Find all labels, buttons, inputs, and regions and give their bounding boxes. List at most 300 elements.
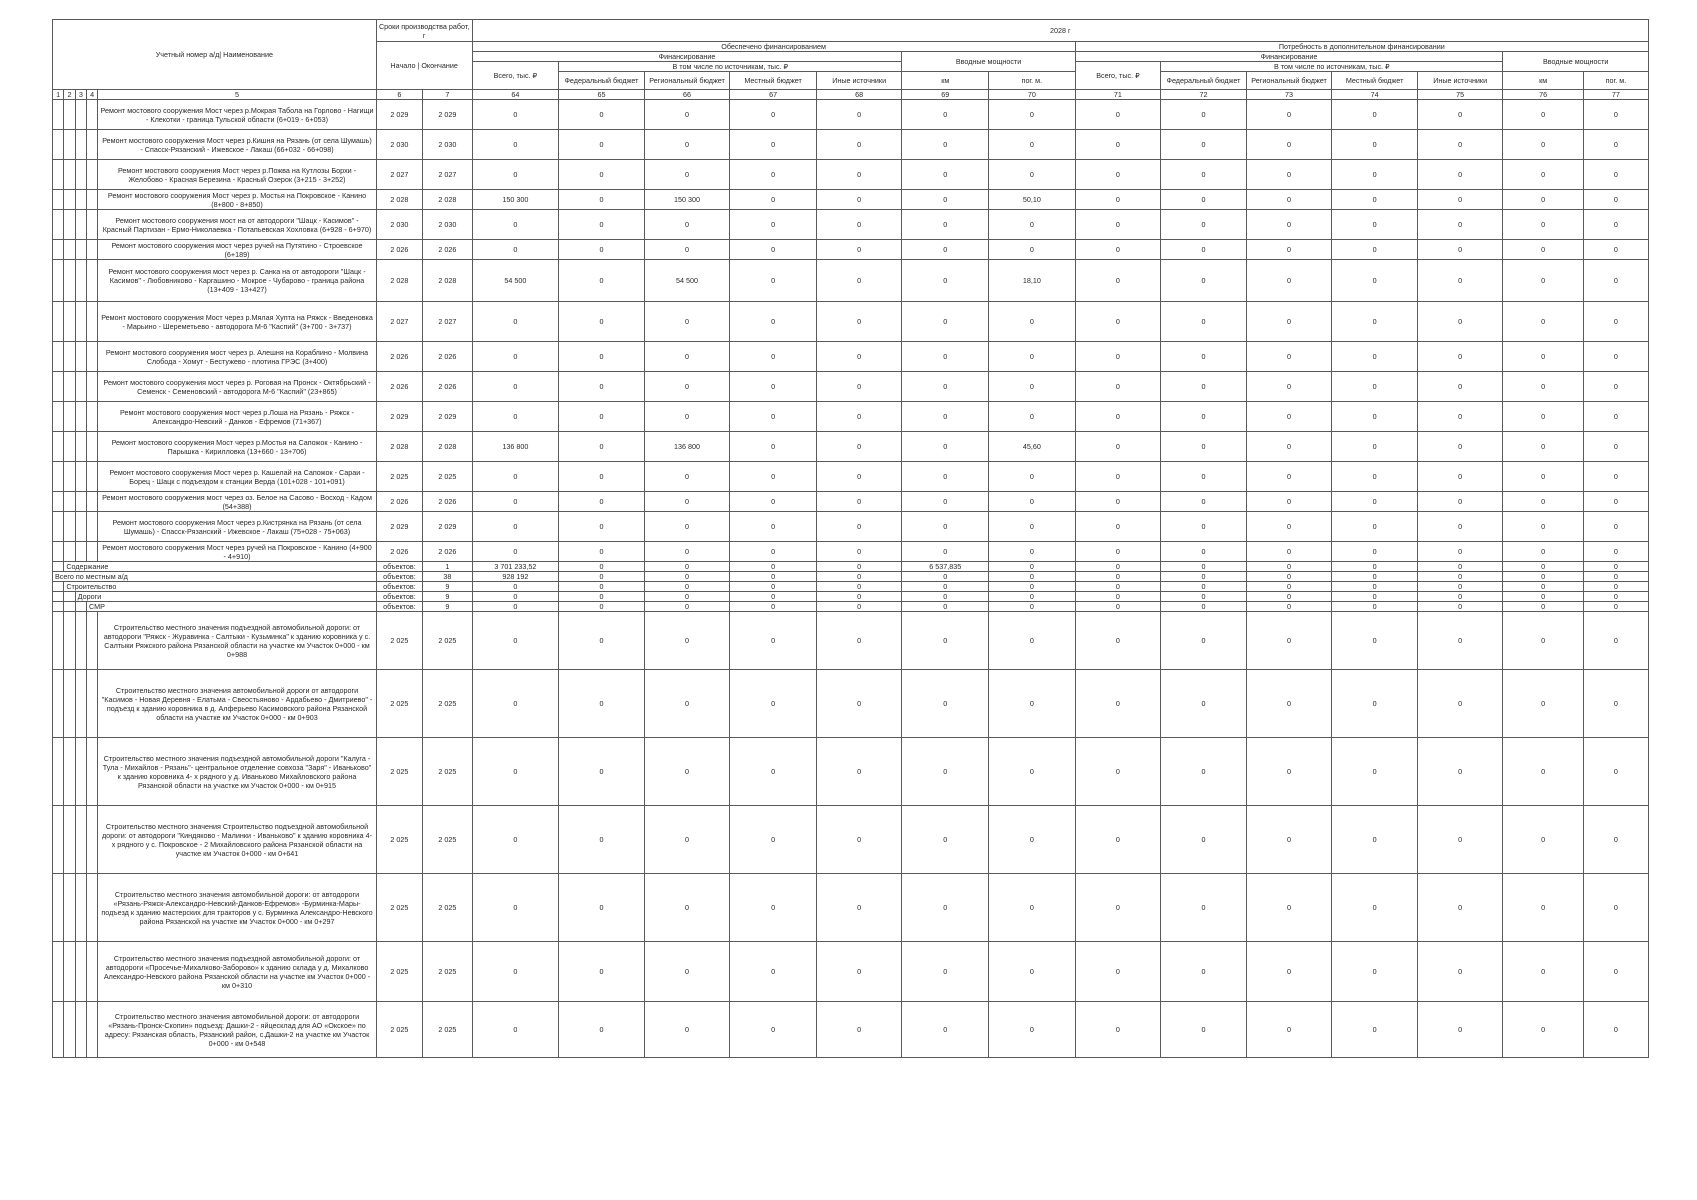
value-cell: 0	[644, 512, 730, 542]
value-cell: 0	[816, 602, 902, 612]
value-cell: 0	[1161, 942, 1247, 1002]
value-cell: 0	[1417, 582, 1503, 592]
value-cell: 0	[644, 342, 730, 372]
value-cell: 0	[1075, 582, 1161, 592]
construction-row	[53, 670, 1649, 738]
need-financing-header: Финансирование	[1075, 52, 1503, 62]
value-cell: 0	[1246, 602, 1332, 612]
value-cell: 0	[1161, 432, 1247, 462]
level-cell	[53, 240, 64, 260]
value-cell: 0	[1332, 512, 1418, 542]
value-cell: 0	[730, 402, 817, 432]
level-cell	[64, 302, 75, 342]
value-cell: 0	[1583, 462, 1648, 492]
level-cell	[53, 738, 64, 806]
terms-header: Сроки производства работ, г	[376, 20, 472, 42]
value-cell: 0	[816, 582, 902, 592]
start-year: 2 028	[376, 260, 422, 302]
level-cell	[86, 542, 97, 562]
object-name: Ремонт мостового сооружения Мост через р.Мялая Хупта на Ряжск - Введеновка - Марьино - Шереметьево - автодорога М-6 "Каспий" (3+700 - 3+737)	[98, 302, 376, 342]
start-year: 2 026	[376, 342, 422, 372]
value-cell: 0	[902, 432, 989, 462]
value-cell: 0	[1075, 402, 1161, 432]
end-year: 2 030	[423, 210, 472, 240]
value-cell: 150 300	[472, 190, 559, 210]
value-cell: 0	[559, 130, 645, 160]
end-year: 2 026	[423, 492, 472, 512]
value-cell: 0	[559, 562, 645, 572]
value-cell: 0	[1075, 302, 1161, 342]
value-cell: 0	[1246, 806, 1332, 874]
value-cell: 0	[989, 160, 1076, 190]
end-year: 2 025	[423, 806, 472, 874]
level-cell	[53, 462, 64, 492]
value-cell: 0	[1161, 260, 1247, 302]
end-year: 2 026	[423, 342, 472, 372]
level-cell	[53, 592, 64, 602]
value-cell: 0	[1417, 160, 1503, 190]
value-cell: 0	[1075, 806, 1161, 874]
value-cell: 0	[559, 432, 645, 462]
objects-count: 9	[423, 582, 472, 592]
value-cell: 0	[730, 100, 817, 130]
value-cell: 0	[989, 942, 1076, 1002]
summary-label: Содержание	[64, 562, 376, 572]
value-cell: 0	[730, 492, 817, 512]
secured-federal-header: Федеральный бюджет	[559, 72, 645, 90]
end-year: 2 028	[423, 432, 472, 462]
value-cell: 0	[1503, 806, 1583, 874]
value-cell: 0	[730, 190, 817, 210]
value-cell: 0	[644, 572, 730, 582]
value-cell: 150 300	[644, 190, 730, 210]
level-cell	[64, 738, 75, 806]
value-cell: 0	[1332, 942, 1418, 1002]
value-cell: 0	[1075, 572, 1161, 582]
value-cell: 0	[559, 210, 645, 240]
level-cell	[86, 402, 97, 432]
value-cell: 0	[902, 210, 989, 240]
value-cell: 0	[902, 612, 989, 670]
value-cell: 0	[1503, 402, 1583, 432]
start-year: 2 029	[376, 512, 422, 542]
value-cell: 0	[730, 562, 817, 572]
value-cell: 0	[1161, 342, 1247, 372]
start-year: 2 025	[376, 1002, 422, 1058]
object-name: Ремонт мостового сооружения Мост через р.Мостья на Сапожок - Канино - Парышка - Кирилловка (13+660 - 13+706)	[98, 432, 376, 462]
value-cell: 0	[1246, 738, 1332, 806]
object-name: Строительство местного значения автомобильной дороги: от автодороги «Рязань-Ряжск-Александро-Невский-Данков-Ефремов» -Бурминка-Мары-подъезд к зданию мастерских для тракторов у с. Бурминка Александро-Невского района Рязанской на участке км Участок 0+000 - км 0+297	[98, 874, 376, 942]
value-cell: 0	[902, 240, 989, 260]
value-cell: 0	[472, 302, 559, 342]
value-cell: 0	[1332, 432, 1418, 462]
repair-row	[53, 160, 1649, 190]
value-cell: 0	[1503, 492, 1583, 512]
value-cell: 0	[1161, 562, 1247, 572]
secured-local-header: Местный бюджет	[730, 72, 817, 90]
level-cell	[86, 942, 97, 1002]
value-cell: 0	[472, 130, 559, 160]
value-cell: 0	[989, 806, 1076, 874]
column-number: 69	[902, 90, 989, 100]
level-cell	[53, 1002, 64, 1058]
level-cell	[64, 260, 75, 302]
value-cell: 0	[989, 240, 1076, 260]
value-cell: 0	[1161, 612, 1247, 670]
value-cell: 0	[472, 372, 559, 402]
value-cell: 0	[902, 402, 989, 432]
level-cell	[64, 240, 75, 260]
value-cell: 0	[902, 492, 989, 512]
level-cell	[75, 612, 86, 670]
financing-table	[52, 19, 1649, 1058]
value-cell: 0	[730, 572, 817, 582]
start-end-header: Начало | Окончание	[376, 42, 472, 90]
value-cell: 0	[989, 210, 1076, 240]
value-cell: 0	[730, 462, 817, 492]
value-cell: 0	[1332, 402, 1418, 432]
value-cell: 0	[472, 160, 559, 190]
value-cell: 0	[989, 492, 1076, 512]
value-cell: 0	[1246, 240, 1332, 260]
value-cell: 0	[559, 542, 645, 562]
value-cell: 0	[1417, 592, 1503, 602]
value-cell: 0	[1161, 572, 1247, 582]
value-cell: 0	[1332, 210, 1418, 240]
value-cell: 0	[989, 542, 1076, 562]
value-cell: 0	[1332, 160, 1418, 190]
object-name: Строительство местного значения подъездной автомобильной дороги "Калуга - Тула - Михайлов - Рязань"- центральное отделение совхоза "Заря" - Иваньково" к зданию коровника 4- х рядного у д. Иваньково Михайловского района Рязанской области на участке км Участок 0+000 - км 0+915	[98, 738, 376, 806]
value-cell: 0	[730, 542, 817, 562]
value-cell: 0	[816, 342, 902, 372]
value-cell: 0	[730, 942, 817, 1002]
summary-row	[53, 602, 1649, 612]
value-cell: 0	[644, 1002, 730, 1058]
repair-row	[53, 342, 1649, 372]
value-cell: 0	[816, 562, 902, 572]
value-cell: 0	[902, 738, 989, 806]
value-cell: 0	[1417, 210, 1503, 240]
level-cell	[75, 372, 86, 402]
start-year: 2 028	[376, 190, 422, 210]
value-cell: 0	[1583, 432, 1648, 462]
value-cell: 0	[644, 100, 730, 130]
table-body	[53, 100, 1649, 1058]
value-cell: 0	[989, 372, 1076, 402]
value-cell: 0	[816, 100, 902, 130]
value-cell: 0	[644, 562, 730, 572]
value-cell: 0	[644, 806, 730, 874]
repair-row	[53, 190, 1649, 210]
value-cell: 0	[730, 874, 817, 942]
value-cell: 0	[1075, 562, 1161, 572]
objects-count: 38	[423, 572, 472, 582]
construction-row	[53, 942, 1649, 1002]
repair-row	[53, 462, 1649, 492]
value-cell: 0	[1075, 592, 1161, 602]
summary-row	[53, 572, 1649, 582]
value-cell: 0	[989, 342, 1076, 372]
repair-row	[53, 512, 1649, 542]
value-cell: 0	[1246, 592, 1332, 602]
value-cell: 0	[730, 1002, 817, 1058]
column-number: 77	[1583, 90, 1648, 100]
level-cell	[75, 210, 86, 240]
value-cell: 0	[1161, 160, 1247, 190]
value-cell: 0	[559, 942, 645, 1002]
value-cell: 0	[1246, 942, 1332, 1002]
level-cell	[53, 342, 64, 372]
level-cell	[75, 130, 86, 160]
secured-header: Обеспечено финансированием	[472, 42, 1075, 52]
value-cell: 0	[1503, 130, 1583, 160]
value-cell: 0	[644, 210, 730, 240]
value-cell: 0	[1246, 512, 1332, 542]
value-cell: 0	[472, 492, 559, 512]
value-cell: 0	[730, 130, 817, 160]
level-cell	[86, 492, 97, 512]
value-cell: 0	[1503, 160, 1583, 190]
value-cell: 0	[1417, 100, 1503, 130]
column-number: 1	[53, 90, 64, 100]
level-cell	[64, 402, 75, 432]
value-cell: 0	[989, 874, 1076, 942]
value-cell: 0	[902, 1002, 989, 1058]
value-cell: 0	[1246, 210, 1332, 240]
value-cell: 0	[730, 512, 817, 542]
value-cell: 45,60	[989, 432, 1076, 462]
start-year: 2 027	[376, 160, 422, 190]
level-cell	[64, 372, 75, 402]
value-cell: 3 701 233,52	[472, 562, 559, 572]
end-year: 2 028	[423, 190, 472, 210]
value-cell: 0	[1246, 1002, 1332, 1058]
level-cell	[75, 492, 86, 512]
level-cell	[53, 372, 64, 402]
value-cell: 0	[559, 372, 645, 402]
level-cell	[75, 302, 86, 342]
value-cell: 0	[1246, 670, 1332, 738]
level-cell	[53, 100, 64, 130]
value-cell: 0	[1583, 402, 1648, 432]
value-cell: 0	[644, 302, 730, 342]
value-cell: 0	[1332, 1002, 1418, 1058]
repair-row	[53, 432, 1649, 462]
level-cell	[75, 738, 86, 806]
value-cell: 0	[989, 130, 1076, 160]
start-year: 2 030	[376, 210, 422, 240]
objects-label: объектов:	[376, 602, 422, 612]
value-cell: 0	[1332, 542, 1418, 562]
value-cell: 0	[1246, 462, 1332, 492]
column-number: 5	[98, 90, 376, 100]
value-cell: 0	[472, 670, 559, 738]
level-cell	[75, 942, 86, 1002]
end-year: 2 026	[423, 372, 472, 402]
value-cell: 0	[1583, 130, 1648, 160]
value-cell: 0	[902, 302, 989, 342]
value-cell: 0	[1332, 240, 1418, 260]
value-cell: 0	[472, 874, 559, 942]
value-cell: 0	[1161, 806, 1247, 874]
value-cell: 0	[902, 512, 989, 542]
value-cell: 0	[472, 602, 559, 612]
value-cell: 0	[989, 302, 1076, 342]
value-cell: 0	[1583, 372, 1648, 402]
level-cell	[64, 874, 75, 942]
value-cell: 0	[559, 602, 645, 612]
secured-financing-header: Финансирование	[472, 52, 902, 62]
level-cell	[75, 432, 86, 462]
column-number: 76	[1503, 90, 1583, 100]
value-cell: 0	[1417, 1002, 1503, 1058]
value-cell: 0	[816, 738, 902, 806]
value-cell: 0	[1161, 492, 1247, 512]
value-cell: 0	[1332, 602, 1418, 612]
value-cell: 0	[472, 402, 559, 432]
repair-row	[53, 210, 1649, 240]
value-cell: 0	[1417, 542, 1503, 562]
value-cell: 0	[989, 592, 1076, 602]
end-year: 2 029	[423, 100, 472, 130]
value-cell: 0	[1503, 240, 1583, 260]
level-cell	[75, 190, 86, 210]
level-cell	[53, 582, 64, 592]
object-name: Ремонт мостового сооружения Мост через р. Мостья на Покровское - Канино (8+800 - 8+850)	[98, 190, 376, 210]
value-cell: 0	[472, 100, 559, 130]
value-cell: 0	[644, 670, 730, 738]
value-cell: 0	[816, 302, 902, 342]
value-cell: 0	[1075, 130, 1161, 160]
level-cell	[64, 512, 75, 542]
value-cell: 0	[1583, 572, 1648, 582]
value-cell: 0	[1332, 806, 1418, 874]
end-year: 2 029	[423, 512, 472, 542]
object-name: Строительство местного значения Строительство подъездной автомобильной дороги: от автодороги "Киндяково - Малинки - Иваньково" к зданию коровника 4- х рядного у с. Покровское - 2 Михайловского района Рязанской области на участке км Участок 0+000 - км 0+641	[98, 806, 376, 874]
value-cell: 0	[1161, 402, 1247, 432]
value-cell: 0	[1583, 670, 1648, 738]
value-cell: 0	[1417, 602, 1503, 612]
value-cell: 0	[1246, 874, 1332, 942]
value-cell: 0	[1075, 512, 1161, 542]
level-cell	[75, 260, 86, 302]
value-cell: 0	[1417, 402, 1503, 432]
start-year: 2 025	[376, 462, 422, 492]
value-cell: 0	[902, 602, 989, 612]
level-cell	[64, 130, 75, 160]
object-name: Ремонт мостового сооружения Мост через р. Кашелай на Сапожок - Сараи - Борец - Шацк с подъездом к станции Верда (101+028 - 101+091)	[98, 462, 376, 492]
object-name: Ремонт мостового сооружения Мост через р.Кистрянка на Рязань (от села Шумашь) - Спасск-Рязанский - Ижевское - Лакаш (75+028 - 75+063)	[98, 512, 376, 542]
value-cell: 0	[1583, 612, 1648, 670]
level-cell	[53, 806, 64, 874]
value-cell: 18,10	[989, 260, 1076, 302]
value-cell: 0	[730, 612, 817, 670]
column-number: 68	[816, 90, 902, 100]
table-header	[53, 20, 1649, 100]
value-cell: 0	[1583, 160, 1648, 190]
value-cell: 0	[816, 542, 902, 562]
value-cell: 0	[1332, 260, 1418, 302]
value-cell: 0	[1332, 190, 1418, 210]
start-year: 2 026	[376, 492, 422, 512]
value-cell: 0	[1075, 210, 1161, 240]
level-cell	[64, 592, 75, 602]
end-year: 2 028	[423, 260, 472, 302]
value-cell: 0	[1246, 372, 1332, 402]
end-year: 2 026	[423, 240, 472, 260]
value-cell: 0	[1583, 342, 1648, 372]
value-cell: 0	[902, 260, 989, 302]
column-number: 72	[1161, 90, 1247, 100]
value-cell: 0	[472, 462, 559, 492]
value-cell: 0	[1417, 492, 1503, 512]
level-cell	[53, 562, 64, 572]
value-cell: 0	[1503, 372, 1583, 402]
start-year: 2 025	[376, 670, 422, 738]
value-cell: 0	[559, 492, 645, 512]
value-cell: 0	[559, 572, 645, 582]
object-name: Ремонт мостового сооружения мост через р. Роговая на Пронск - Октябрьский - Семенск - Семеновский - автодорога М-6 "Каспий" (23+865)	[98, 372, 376, 402]
value-cell: 0	[559, 190, 645, 210]
column-number: 64	[472, 90, 559, 100]
value-cell: 0	[1161, 582, 1247, 592]
level-cell	[53, 432, 64, 462]
value-cell: 0	[1161, 670, 1247, 738]
value-cell: 0	[1503, 302, 1583, 342]
level-cell	[53, 602, 64, 612]
value-cell: 0	[1417, 562, 1503, 572]
value-cell: 0	[1246, 100, 1332, 130]
end-year: 2 025	[423, 462, 472, 492]
value-cell: 0	[472, 582, 559, 592]
level-cell	[64, 542, 75, 562]
end-year: 2 025	[423, 738, 472, 806]
value-cell: 0	[1583, 592, 1648, 602]
secured-pog-header: пог. м.	[989, 72, 1076, 90]
value-cell: 0	[730, 260, 817, 302]
value-cell: 0	[1161, 130, 1247, 160]
value-cell: 0	[1246, 582, 1332, 592]
value-cell: 0	[902, 582, 989, 592]
value-cell: 54 500	[472, 260, 559, 302]
value-cell: 0	[816, 210, 902, 240]
value-cell: 0	[816, 942, 902, 1002]
value-cell: 0	[1417, 670, 1503, 738]
level-cell	[64, 612, 75, 670]
level-cell	[86, 806, 97, 874]
value-cell: 0	[472, 342, 559, 372]
value-cell: 0	[644, 402, 730, 432]
level-cell	[75, 602, 86, 612]
value-cell: 0	[730, 302, 817, 342]
object-name: Строительство местного значения подъездной автомобильной дороги: от автодороги "Ряжск - Журавинка - Салтыки - Кузьминка" к зданию коровника у с. Салтыки Ряжского района Рязанской области на участке км Участок 0+000 - км 0+988	[98, 612, 376, 670]
value-cell: 0	[1161, 738, 1247, 806]
value-cell: 0	[1161, 372, 1247, 402]
value-cell: 0	[1417, 302, 1503, 342]
value-cell: 0	[816, 1002, 902, 1058]
level-cell	[64, 806, 75, 874]
value-cell: 0	[472, 210, 559, 240]
level-cell	[64, 342, 75, 372]
level-cell	[75, 240, 86, 260]
value-cell: 54 500	[644, 260, 730, 302]
end-year: 2 025	[423, 612, 472, 670]
value-cell: 0	[902, 100, 989, 130]
column-number: 75	[1417, 90, 1503, 100]
objects-label: объектов:	[376, 572, 422, 582]
level-cell	[64, 210, 75, 240]
value-cell: 0	[1417, 806, 1503, 874]
